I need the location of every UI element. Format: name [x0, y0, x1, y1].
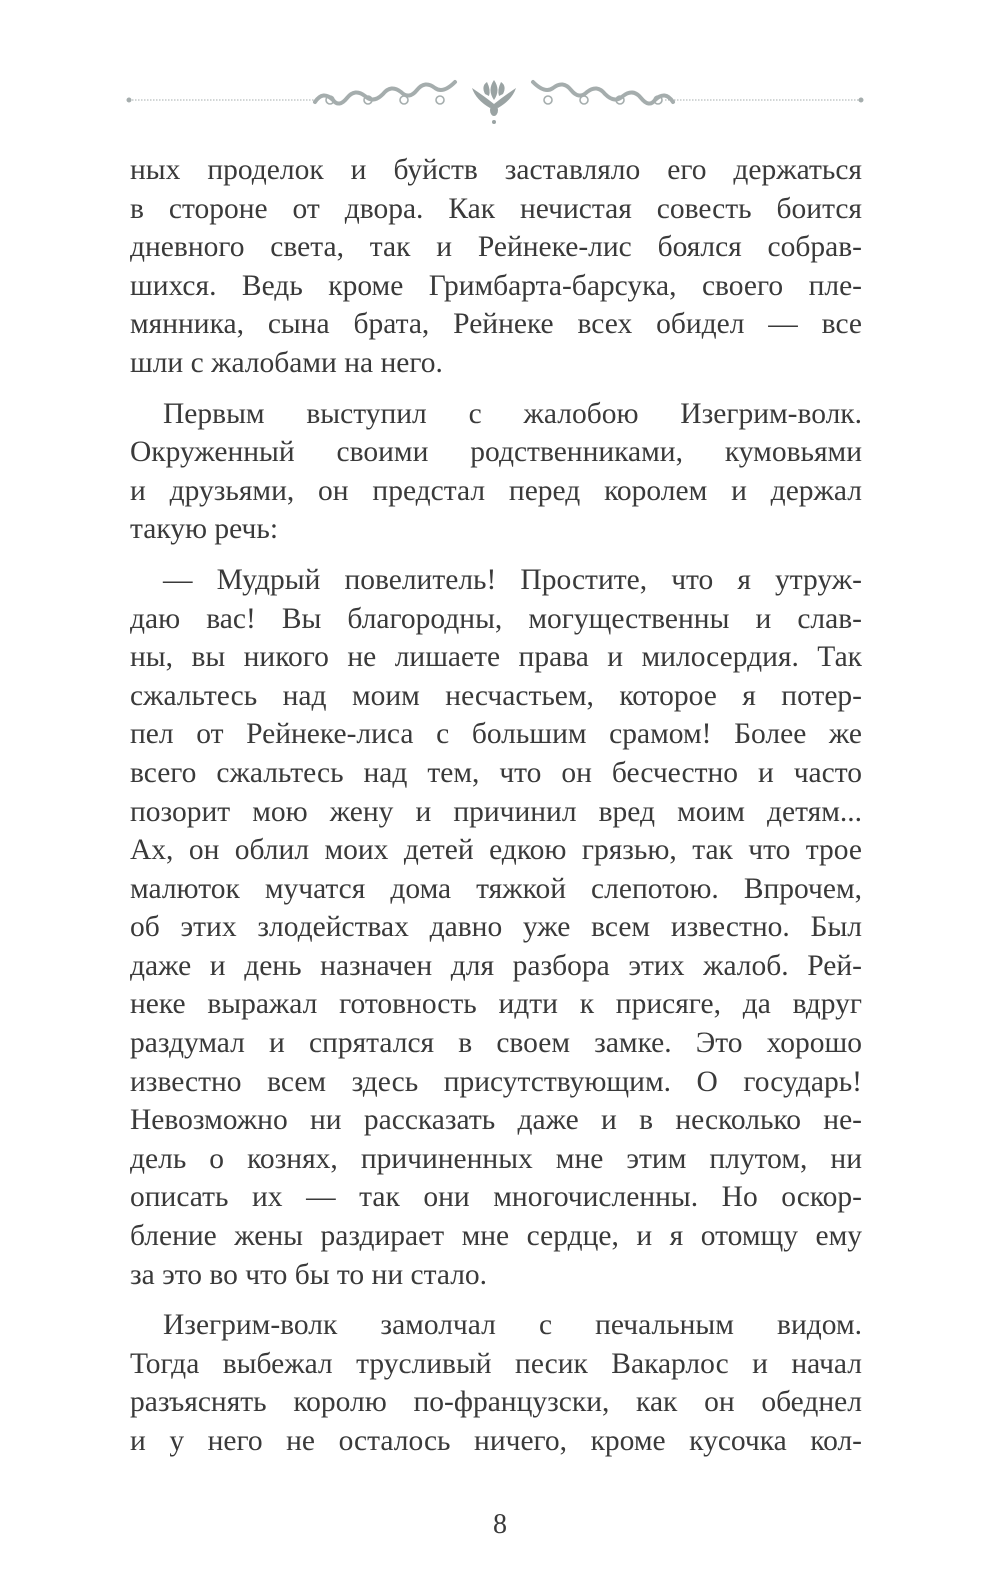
- text-line: описать их — так они многочисленны. Но оскор-: [130, 1181, 862, 1214]
- decorative-header-ornament: [125, 78, 867, 128]
- text-line: в стороне от двора. Как нечистая совесть боится: [130, 192, 862, 225]
- text-line: Тогда выбежал трусливый песик Вакарлос и начал: [130, 1347, 862, 1380]
- text-line: шли с жалобами на него.: [130, 346, 443, 379]
- paragraph: [130, 561, 862, 1294]
- paragraph: [130, 151, 862, 383]
- text-line: и друзьями, он предстал перед королем и держал: [130, 474, 862, 507]
- text-line: за это во что бы то ни стало.: [130, 1258, 488, 1291]
- text-line: всего сжальтесь над тем, что он бесчестно и часто: [130, 756, 862, 789]
- text-line: Невозможно ни рассказать даже и в несколько не-: [130, 1104, 862, 1137]
- paragraph: [130, 395, 862, 549]
- text-line: дель о кознях, причиненных мне этим плутом, ни: [130, 1142, 862, 1175]
- text-line: малюток мучатся дома тяжкой слепотою. Впрочем,: [130, 872, 862, 905]
- text-line: такую речь:: [130, 513, 279, 546]
- text-line: даю вас! Вы благородны, могущественны и слав-: [130, 602, 862, 635]
- text-line: — Мудрый повелитель! Простите, что я утруж-: [163, 563, 862, 596]
- text-line: бление жены раздирает мне сердце, и я отомщу ему: [130, 1220, 862, 1253]
- text-line: Первым выступил с жалобою Изегрим-волк.: [163, 397, 862, 430]
- text-line: ны, вы никого не лишаете права и милосердия. Так: [130, 641, 862, 674]
- text-line: об этих злодействах давно уже всем известно. Был: [130, 911, 862, 944]
- text-line: известно всем здесь присутствующим. О государь!: [130, 1065, 862, 1098]
- text-line: неке выражал готовность идти к присяге, да вдруг: [130, 988, 862, 1021]
- text-line: и у него не осталось ничего, кроме кусочка кол-: [130, 1425, 862, 1457]
- text-line: раздумал и спрятался в своем замке. Это хорошо: [130, 1027, 862, 1060]
- page-body-text: [130, 151, 862, 1473]
- text-line: Окруженный своими родственниками, кумовьями: [130, 436, 862, 469]
- text-line: ных проделок и буйств заставляло его держаться: [130, 154, 862, 186]
- text-line: сжальтесь над моим несчастьем, которое я потер-: [130, 679, 862, 712]
- text-line: шихся. Ведь кроме Гримбарта-барсука, своего пле-: [130, 269, 862, 302]
- text-line: Ах, он облил моих детей едкою грязью, так что трое: [130, 834, 862, 867]
- page-number: 8: [493, 1509, 507, 1540]
- text-line: мянника, сына брата, Рейнеке всех обидел — все: [130, 308, 862, 341]
- paragraph: [130, 1306, 862, 1460]
- text-line: дневного света, так и Рейнеке-лис боялся собрав-: [130, 231, 862, 264]
- text-line: позорит мою жену и причинил вред моим детям...: [130, 795, 862, 828]
- text-line: Изегрим-волк замолчал с печальным видом.: [163, 1309, 862, 1342]
- text-line: даже и день назначен для разбора этих жалоб. Рей-: [130, 949, 862, 982]
- text-line: пел от Рейнеке-лиса с большим срамом! Более же: [130, 718, 862, 751]
- text-line: разъяснять королю по-французски, как он обеднел: [130, 1386, 862, 1419]
